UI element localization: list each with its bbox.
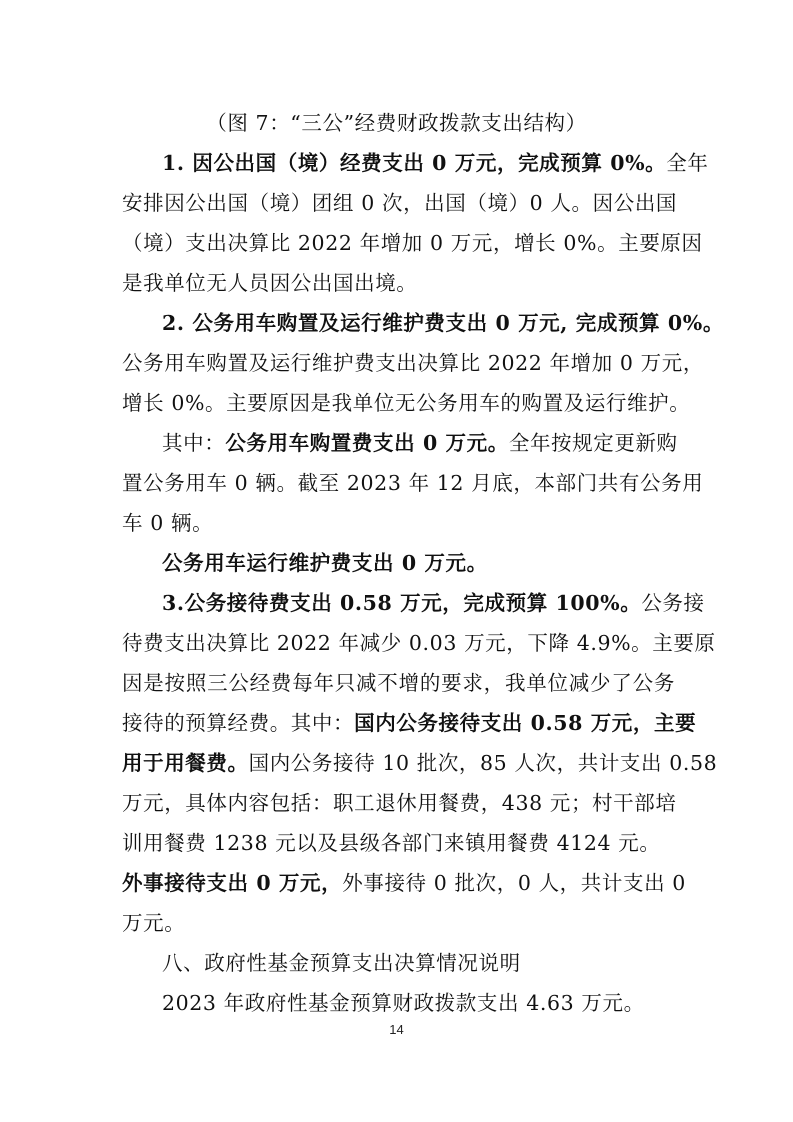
paragraph-line <box>122 789 675 817</box>
bold-text: 1. 因公出国（境）经费支出 0 万元，完成预算 0%。 <box>162 151 667 175</box>
figure-caption: （图 7：“三公”经费财政拨款支出结构） <box>206 111 587 135</box>
paragraph-line <box>162 429 678 457</box>
body-text: 公务用车购置及运行维护费支出决算比 2022 年增加 0 万元， <box>122 351 704 375</box>
paragraph-line <box>122 829 675 857</box>
body-text: 其中： <box>162 431 226 455</box>
paragraph-line <box>122 229 703 257</box>
section-heading <box>162 949 675 977</box>
body-text: 2023 年政府性基金预算财政拨款支出 4.63 万元。 <box>162 991 645 1015</box>
paragraph-line <box>122 509 675 537</box>
paragraph-line <box>162 309 724 337</box>
paragraph-line <box>122 189 678 217</box>
body-text: 待费支出决算比 2022 年减少 0.03 万元，下降 4.9%。主要原 <box>122 631 716 655</box>
bold-text: 外事接待支出 0 万元， <box>122 871 343 895</box>
body-text: 增长 0%。主要原因是我单位无公务用车的购置及运行维护。 <box>122 391 691 415</box>
paragraph-line <box>162 989 675 1017</box>
bold-text: 公务用车运行维护费支出 0 万元。 <box>162 551 488 575</box>
body-text: （境）支出决算比 2022 年增加 0 万元，增长 0%。主要原因 <box>122 231 703 255</box>
paragraph-line <box>122 389 691 417</box>
body-text: 公务接 <box>641 591 705 615</box>
page-number: 14 <box>389 1022 404 1037</box>
body-text: 外事接待 0 批次，0 人，共计支出 0 <box>342 871 686 895</box>
paragraph-line <box>122 669 675 697</box>
body-text: 因是按照三公经费每年只减不增的要求，我单位减少了公务 <box>122 671 675 695</box>
body-text: 是我单位无人员因公出国出境。 <box>122 271 418 295</box>
paragraph-line <box>162 589 705 617</box>
paragraph-line <box>122 269 675 297</box>
body-text: 训用餐费 1238 元以及县级各部门来镇用餐费 4124 元。 <box>122 831 661 855</box>
paragraph-line <box>122 629 716 657</box>
body-text: 车 0 辆。 <box>122 511 214 535</box>
paragraph-line <box>162 549 675 577</box>
paragraph-line <box>122 749 718 777</box>
paragraph-line <box>122 869 686 897</box>
bold-text: 用于用餐费。 <box>122 751 249 775</box>
body-text: 全年 <box>666 151 709 175</box>
bold-text: 公务用车购置费支出 0 万元。 <box>225 431 509 455</box>
body-text: 万元，具体内容包括：职工退休用餐费，438 元；村干部培 <box>122 791 677 815</box>
body-text: 置公务用车 0 辆。截至 2023 年 12 月底，本部门共有公务用 <box>122 471 704 495</box>
paragraph-line <box>162 149 709 177</box>
paragraph-line <box>122 709 697 737</box>
body-text: 全年按规定更新购 <box>508 431 678 455</box>
body-text: 万元。 <box>122 911 186 935</box>
paragraph-line <box>122 909 675 937</box>
body-text: 接待的预算经费。其中： <box>122 711 355 735</box>
heading-text: 八、政府性基金预算支出决算情况说明 <box>162 951 521 975</box>
bold-text: 3.公务接待费支出 0.58 万元，完成预算 100%。 <box>162 591 642 615</box>
body-text: 安排因公出国（境）团组 0 次，出国（境）0 人。因公出国 <box>122 191 678 215</box>
paragraph-line <box>122 469 704 497</box>
bold-text: 2. 公务用车购置及运行维护费支出 0 万元, 完成预算 0%。 <box>162 311 724 335</box>
bold-text: 国内公务接待支出 0.58 万元，主要 <box>354 711 697 735</box>
body-text: 国内公务接待 10 批次，85 人次，共计支出 0.58 <box>248 751 718 775</box>
paragraph-line <box>122 349 704 377</box>
